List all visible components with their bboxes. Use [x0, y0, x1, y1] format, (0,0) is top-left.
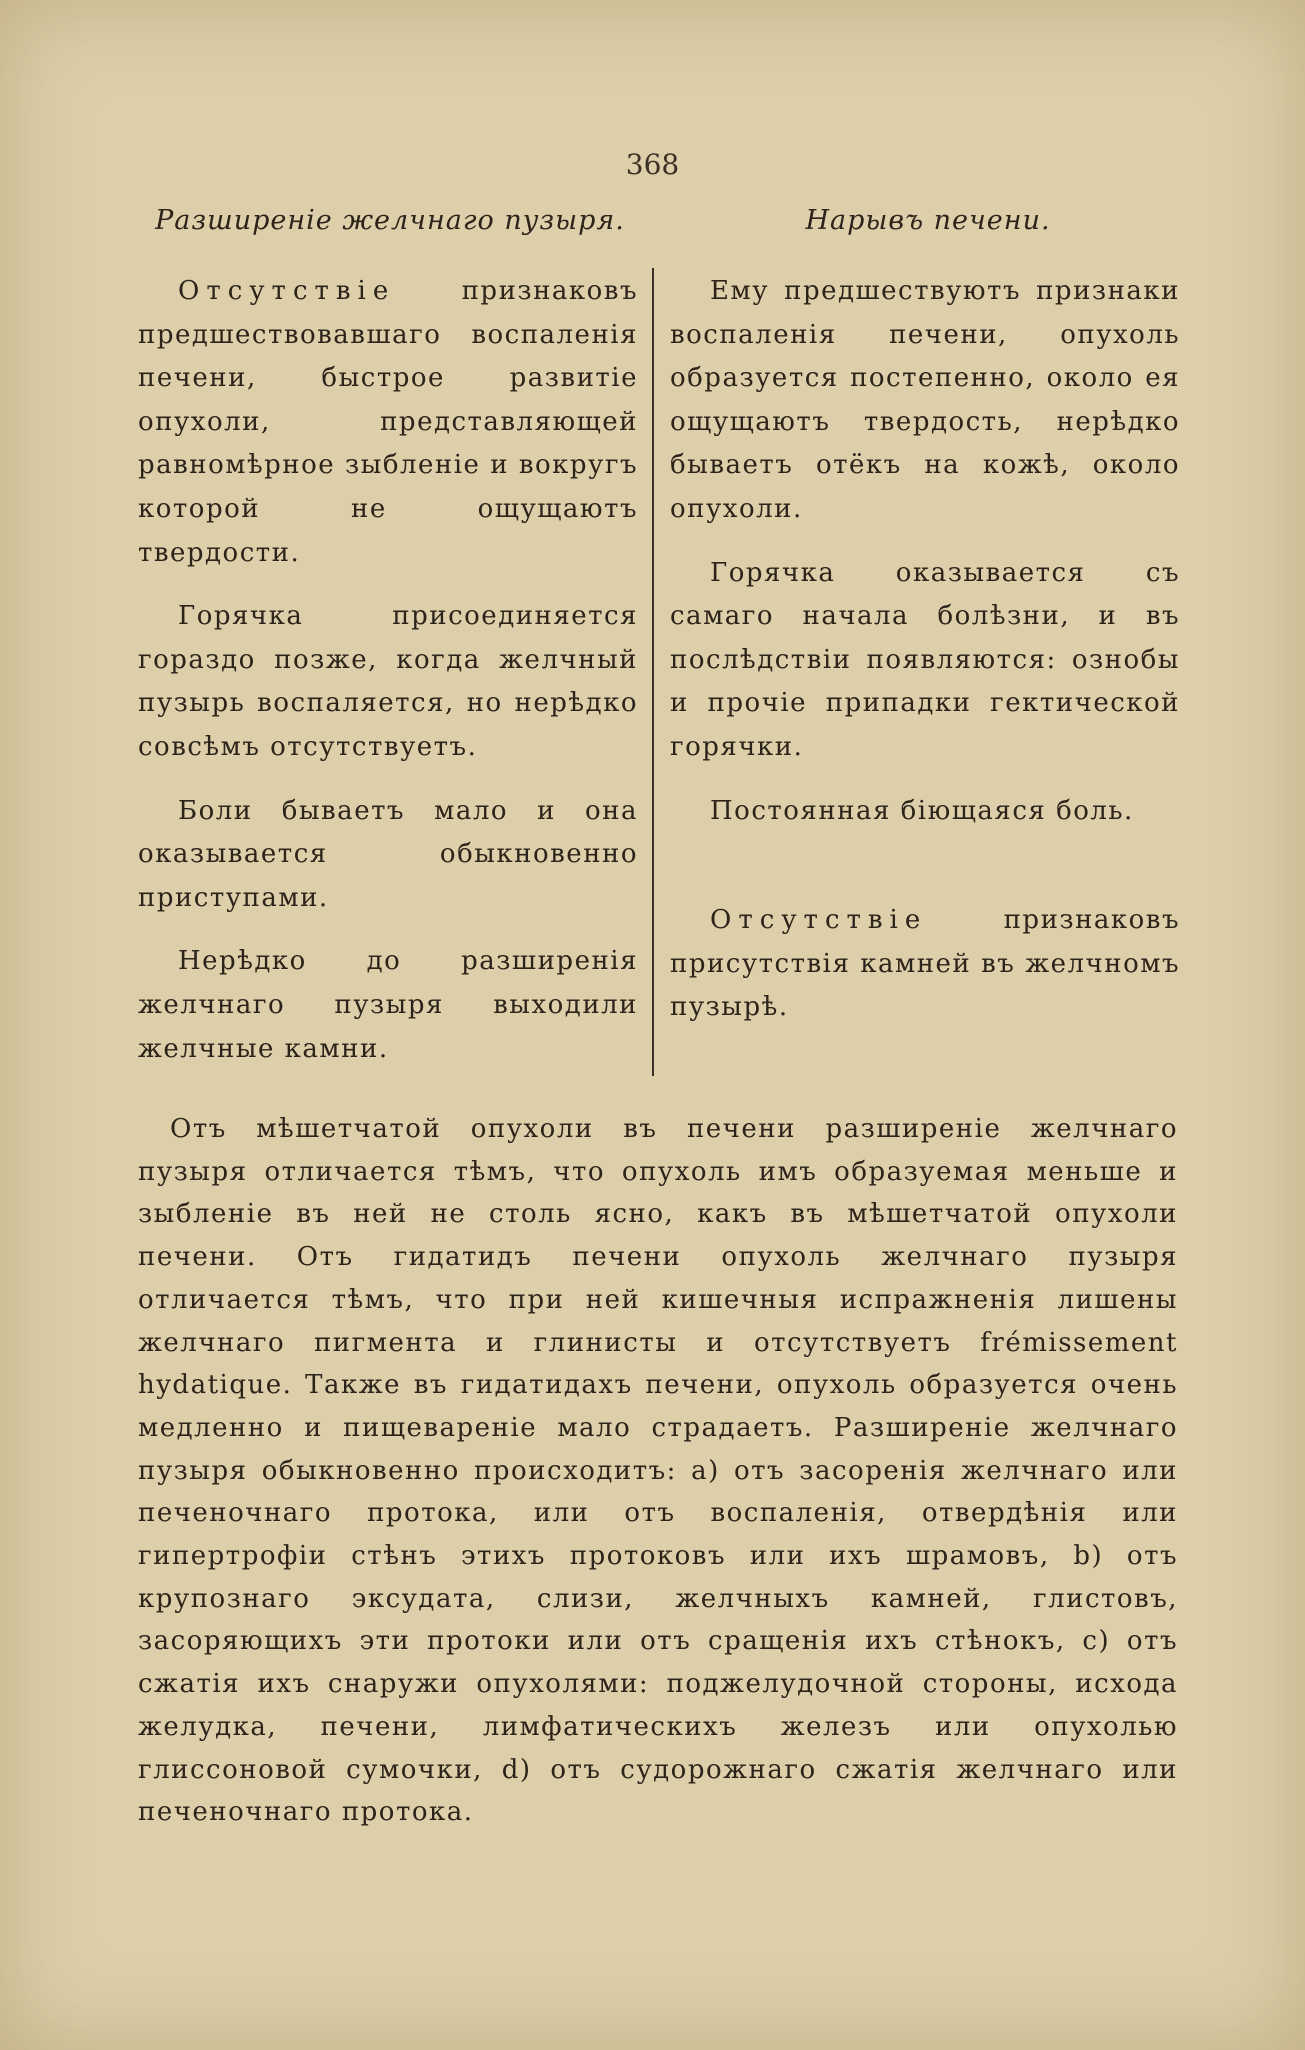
left-paragraph: Горячка присоединяется гораздо позже, когда желчный пузырь воспаляется, но нерѣдко совсѣмъ отсутствуетъ.	[138, 601, 638, 762]
right-column-title: Нарывъ печени.	[805, 205, 1051, 236]
left-column	[138, 270, 638, 1071]
left-paragraph-lead: Отсутствіе	[178, 276, 396, 306]
left-paragraph-text: признаковъ предшествовавшаго воспаленія печени, быстрое развитіе опухоли, представляющей равномѣрное зыбленіе и вокругъ которой не ощущаютъ твердости.	[138, 276, 638, 568]
right-paragraph: Постоянная біющаяся боль.	[710, 795, 1134, 826]
right-paragraph: Горячка оказывается съ самаго начала болѣзни, и въ послѣдствіи появляются: ознобы и прочіе припадки гектической горячки.	[670, 557, 1180, 762]
left-column-title: Разширеніе желчнаго пузыря.	[155, 205, 625, 236]
right-paragraph	[670, 899, 1180, 1030]
page-number: 368	[625, 148, 680, 181]
left-paragraph: Боли бываетъ мало и она оказывается обыкновенно приступами.	[138, 795, 638, 913]
right-paragraph: Ему предшествуютъ признаки воспаленія печени, опухоль образуется постепенно, около ея ощущаютъ твердость, нерѣдко бываетъ отёкъ на кожѣ, около опухоли.	[670, 276, 1180, 524]
main-paragraph: Отъ мѣшетчатой опухоли въ печени разширеніе желчнаго пузыря отличается тѣмъ, что опухоль имъ образуемая меньше и зыбленіе въ ней не столь ясно, какъ въ мѣшетчатой опухоли печени. Отъ гидатидъ печени опухоль желчнаго пузыря отличается тѣмъ, что при ней кишечныя испражненія лишены желчнаго пигмента и глинисты и отсутствуетъ frémissement hydatique. Также въ гидатидахъ печени, опухоль образуется очень медленно и пищевареніе мало страдаетъ. Разширеніе желчнаго пузыря обыкновенно происходитъ: a) отъ засоренія желчнаго или печеночнаго протока, или отъ воспаленія, отвердѣнія или гипертрофіи стѣнъ этихъ протоковъ или ихъ шрамовъ, b) отъ крупознаго эксудата, слизи, желчныхъ камней, глистовъ, засоряющихъ эти протоки или отъ сращенія ихъ стѣнокъ, c) отъ сжатія ихъ снаружи опухолями: поджелудочной стороны, исхода желудка, печени, лимфатическихъ железъ или опухолью глиссоновой сумочки, d) отъ судорожнаго сжатія желчнаго или печеночнаго протока.	[138, 1114, 1178, 1828]
right-column	[670, 270, 1180, 1030]
right-paragraph-lead: Отсутствіе	[710, 905, 928, 936]
left-paragraph: Нерѣдко до разширенія желчнаго пузыря выходили желчные камни.	[138, 946, 638, 1064]
right-paragraph-text: признаковъ присутствія камней въ желчномъ пузырѣ.	[670, 905, 1180, 1023]
column-divider	[652, 268, 654, 1076]
left-paragraph	[138, 270, 638, 575]
